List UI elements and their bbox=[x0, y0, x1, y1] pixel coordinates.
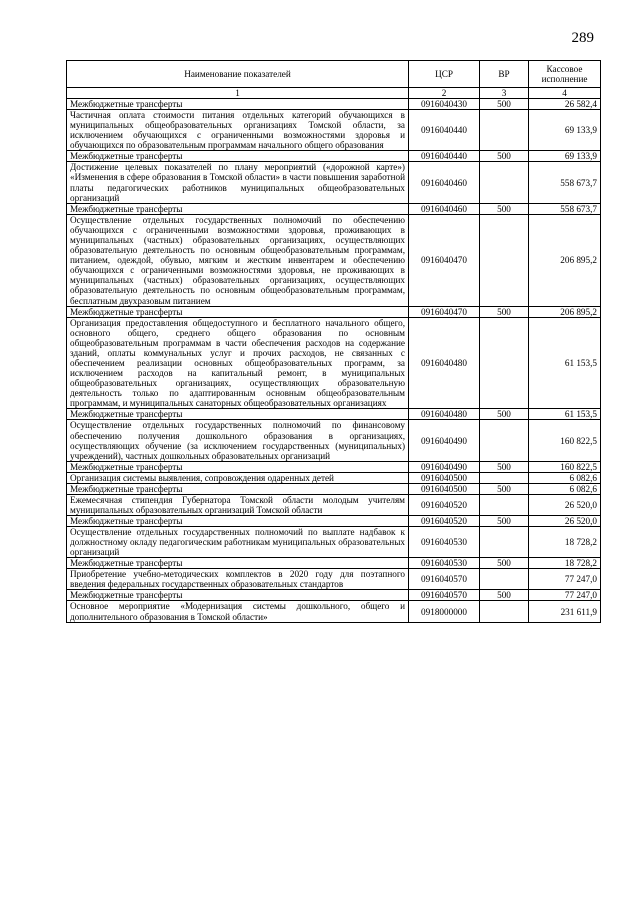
row-csr: 0916040570 bbox=[409, 590, 480, 601]
row-name: Основное мероприятие «Модернизация системы дошкольного, общего и дополнительного образования в Томской области» bbox=[67, 601, 409, 622]
row-vr: 500 bbox=[480, 516, 529, 527]
row-csr: 0916040480 bbox=[409, 317, 480, 409]
table-row bbox=[67, 99, 601, 110]
row-name: Межбюджетные трансферты bbox=[67, 516, 409, 527]
row-vr bbox=[480, 162, 529, 203]
row-name: Частичная оплата стоимости питания отдельных категорий обучающихся в муниципальных общеобразовательных организациях Томской области, за исключением обучающихся с ограниченными возможностями здоровья и обучающихся по образовательным программам начального общего образования bbox=[67, 110, 409, 151]
row-name: Межбюджетные трансферты bbox=[67, 558, 409, 569]
row-name: Межбюджетные трансферты bbox=[67, 409, 409, 420]
table-row bbox=[67, 472, 601, 483]
row-csr: 0916040490 bbox=[409, 461, 480, 472]
row-name: Межбюджетные трансферты bbox=[67, 483, 409, 494]
row-amount: 206 895,2 bbox=[529, 214, 601, 306]
header-amount: Кассовое исполнение bbox=[529, 61, 601, 88]
table-row bbox=[67, 420, 601, 461]
row-csr: 0916040530 bbox=[409, 527, 480, 558]
table-row bbox=[67, 461, 601, 472]
table-row bbox=[67, 203, 601, 214]
table-row bbox=[67, 151, 601, 162]
row-amount: 18 728,2 bbox=[529, 527, 601, 558]
table-row bbox=[67, 494, 601, 515]
row-name: Осуществление отдельных государственных полномочий по финансовому обеспечению получения дошкольного образования в организациях, осуществляющих обучение (за исключением государственных (муниципальных) учреждений), частных дошкольных образовательных организаций bbox=[67, 420, 409, 461]
table-row bbox=[67, 483, 601, 494]
row-csr: 0916040520 bbox=[409, 516, 480, 527]
column-number: 3 bbox=[480, 88, 529, 99]
row-vr bbox=[480, 420, 529, 461]
row-vr: 500 bbox=[480, 151, 529, 162]
header-vr: ВР bbox=[480, 61, 529, 88]
row-amount: 160 822,5 bbox=[529, 461, 601, 472]
row-amount: 558 673,7 bbox=[529, 162, 601, 203]
row-name: Организация предоставления общедоступного и бесплатного начального общего, основного общего, среднего общего образования по основным общеобразовательным программам в части обеспечения расходов на содержание зданий, оплаты коммунальных услуг и прочих расходов, не связанных с обеспечением реализации основных общеобразовательных программ, за исключением расходов на капитальный ремонт, в муниципальных общеобразовательных организациях, осуществляющих образовательную деятельность только по адаптированным основным общеобразовательным программам, и муниципальных санаторных общеобразовательных организациях bbox=[67, 317, 409, 409]
column-number: 1 bbox=[67, 88, 409, 99]
table-row bbox=[67, 590, 601, 601]
column-number-row bbox=[67, 88, 601, 99]
row-vr: 500 bbox=[480, 558, 529, 569]
row-amount: 6 082,6 bbox=[529, 472, 601, 483]
row-name: Достижение целевых показателей по плану мероприятий («дорожной карте») «Изменения в сфере образования в Томской области» в части повышения заработной платы педагогических работников муниципальных общеобразовательных организаций bbox=[67, 162, 409, 203]
row-csr: 0916040460 bbox=[409, 162, 480, 203]
row-amount: 26 520,0 bbox=[529, 494, 601, 515]
table-row bbox=[67, 516, 601, 527]
row-amount: 69 133,9 bbox=[529, 110, 601, 151]
column-number: 4 bbox=[529, 88, 601, 99]
row-csr: 0916040500 bbox=[409, 472, 480, 483]
row-amount: 18 728,2 bbox=[529, 558, 601, 569]
column-number: 2 bbox=[409, 88, 480, 99]
row-name: Межбюджетные трансферты bbox=[67, 151, 409, 162]
row-csr: 0916040470 bbox=[409, 306, 480, 317]
row-csr: 0916040520 bbox=[409, 494, 480, 515]
row-amount: 558 673,7 bbox=[529, 203, 601, 214]
table-row bbox=[67, 601, 601, 622]
table-row bbox=[67, 214, 601, 306]
table-row bbox=[67, 527, 601, 558]
row-vr: 500 bbox=[480, 99, 529, 110]
row-csr: 0916040570 bbox=[409, 569, 480, 590]
row-name: Осуществление отдельных государственных полномочий по обеспечению обучающихся с ограниченными возможностями здоровья, проживающих в муниципальных (частных) образовательных организациях, осуществляющих образовательную деятельность по основным общеобразовательным программам, питанием, одеждой, обувью, мягким и жестким инвентарем и обеспечению обучающихся с ограниченными возможностями здоровья, не проживающих в муниципальных (частных) образовательных организациях, осуществляющих образовательную деятельность по основным общеобразовательным программам, бесплатным двухразовым питанием bbox=[67, 214, 409, 306]
row-name: Межбюджетные трансферты bbox=[67, 203, 409, 214]
row-amount: 231 611,9 bbox=[529, 601, 601, 622]
table-body bbox=[67, 99, 601, 623]
row-amount: 26 520,0 bbox=[529, 516, 601, 527]
row-vr bbox=[480, 527, 529, 558]
row-vr: 500 bbox=[480, 409, 529, 420]
row-amount: 77 247,0 bbox=[529, 569, 601, 590]
row-name: Межбюджетные трансферты bbox=[67, 306, 409, 317]
row-csr: 0916040500 bbox=[409, 483, 480, 494]
row-vr bbox=[480, 601, 529, 622]
row-vr bbox=[480, 214, 529, 306]
page-number: 289 bbox=[571, 30, 594, 46]
row-csr: 0916040490 bbox=[409, 420, 480, 461]
table-row bbox=[67, 317, 601, 409]
table-row bbox=[67, 110, 601, 151]
row-vr bbox=[480, 472, 529, 483]
row-csr: 0916040480 bbox=[409, 409, 480, 420]
row-vr bbox=[480, 569, 529, 590]
budget-table bbox=[66, 60, 601, 623]
row-csr: 0916040460 bbox=[409, 203, 480, 214]
row-vr: 500 bbox=[480, 590, 529, 601]
table-row bbox=[67, 409, 601, 420]
row-csr: 0918000000 bbox=[409, 601, 480, 622]
row-vr: 500 bbox=[480, 461, 529, 472]
row-name: Приобретение учебно-методических комплектов в 2020 году для поэтапного введения федеральных государственных образовательных стандартов bbox=[67, 569, 409, 590]
row-amount: 26 582,4 bbox=[529, 99, 601, 110]
row-amount: 6 082,6 bbox=[529, 483, 601, 494]
row-csr: 0916040470 bbox=[409, 214, 480, 306]
row-csr: 0916040430 bbox=[409, 99, 480, 110]
row-vr: 500 bbox=[480, 203, 529, 214]
row-amount: 61 153,5 bbox=[529, 317, 601, 409]
row-name: Межбюджетные трансферты bbox=[67, 461, 409, 472]
row-csr: 0916040440 bbox=[409, 151, 480, 162]
row-vr: 500 bbox=[480, 483, 529, 494]
row-amount: 206 895,2 bbox=[529, 306, 601, 317]
table-header-row bbox=[67, 61, 601, 88]
row-vr: 500 bbox=[480, 306, 529, 317]
row-name: Осуществление отдельных государственных полномочий по выплате надбавок к должностному окладу педагогическим работникам муниципальных образовательных организаций bbox=[67, 527, 409, 558]
header-csr: ЦСР bbox=[409, 61, 480, 88]
table-row bbox=[67, 162, 601, 203]
row-name: Организация системы выявления, сопровождения одаренных детей bbox=[67, 472, 409, 483]
row-vr bbox=[480, 317, 529, 409]
row-vr bbox=[480, 110, 529, 151]
row-vr bbox=[480, 494, 529, 515]
row-amount: 160 822,5 bbox=[529, 420, 601, 461]
row-name: Межбюджетные трансферты bbox=[67, 590, 409, 601]
row-csr: 0916040440 bbox=[409, 110, 480, 151]
row-name: Межбюджетные трансферты bbox=[67, 99, 409, 110]
table-row bbox=[67, 569, 601, 590]
row-csr: 0916040530 bbox=[409, 558, 480, 569]
row-amount: 69 133,9 bbox=[529, 151, 601, 162]
header-name: Наименование показателей bbox=[67, 61, 409, 88]
row-amount: 77 247,0 bbox=[529, 590, 601, 601]
row-name: Ежемесячная стипендия Губернатора Томской области молодым учителям муниципальных образовательных организаций Томской области bbox=[67, 494, 409, 515]
row-amount: 61 153,5 bbox=[529, 409, 601, 420]
table-row bbox=[67, 306, 601, 317]
table-row bbox=[67, 558, 601, 569]
